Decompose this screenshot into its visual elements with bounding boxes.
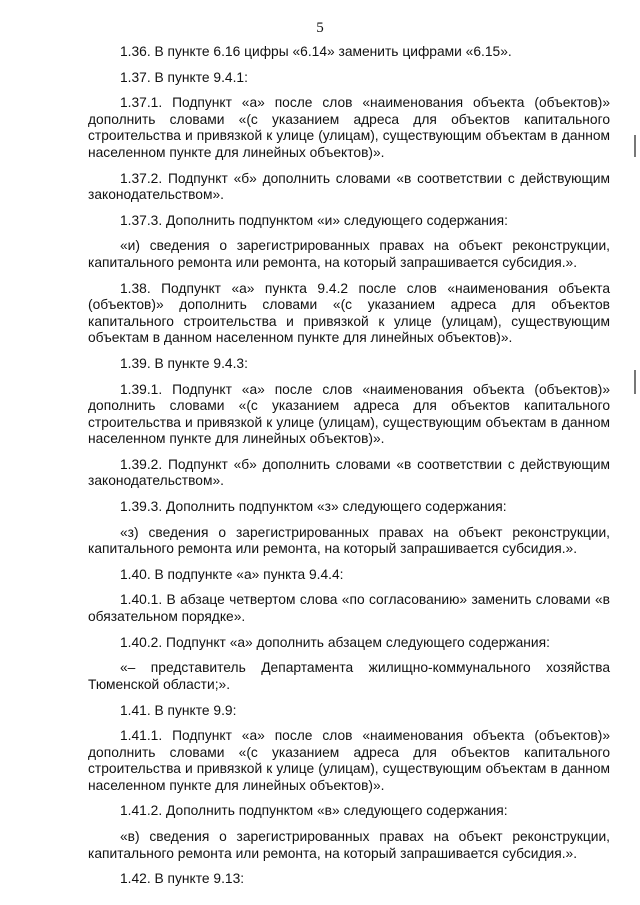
paragraph: «– представитель Департамента жилищно-коммунального хозяйства Тюменской области;». xyxy=(88,660,610,692)
paragraph: 1.40.1. В абзаце четвертом слова «по согласованию» заменить словами «в обязательном порядке». xyxy=(88,592,610,624)
paragraph: 1.39.2. Подпункт «б» дополнить словами «в соответствии с действующим законодательством». xyxy=(88,456,610,489)
page-number: 5 xyxy=(316,20,324,36)
paragraph: 1.38. Подпункт «а» пункта 9.4.2 после слов «наименования объекта (объектов)» дополнить словами «(с указанием адреса для объектов капитального строительства и привязкой к улице (улицам), существующим объектам в данном населенном пункте для линейных объектов)». xyxy=(88,280,610,346)
scan-margin-mark xyxy=(634,370,636,394)
paragraph: 1.37.3. Дополнить подпунктом «и» следующего содержания: xyxy=(120,212,508,228)
scan-margin-mark xyxy=(634,135,636,157)
paragraph: 1.39. В пункте 9.4.3: xyxy=(120,355,248,371)
paragraph: 1.41.2. Дополнить подпунктом «в» следующего содержания: xyxy=(120,803,508,819)
paragraph: 1.37.1. Подпункт «а» после слов «наименования объекта (объектов)» дополнить словами «(с указанием адреса для объектов капитального строительства и привязкой к улице (улицам), существующим объектам в данном населенном пункте для линейных объектов)». xyxy=(88,95,610,160)
paragraph: 1.41.1. Подпункт «а» после слов «наименования объекта (объектов)» дополнить словами «(с указанием адреса для объектов капитального строительства и привязкой к улице (улицам), существующим объектам в данном населенном пункте для линейных объектов)». xyxy=(88,728,610,793)
paragraph: 1.41. В пункте 9.9: xyxy=(120,702,237,718)
paragraph: 1.42. В пункте 9.13: xyxy=(120,871,245,887)
paragraph: 1.39.1. Подпункт «а» после слов «наименования объекта (объектов)» дополнить словами «(с указанием адреса для объектов капитального строительства и привязкой к улице (улицам), существующим объектам в данном населенном пункте для линейных объектов)». xyxy=(88,381,610,446)
paragraph: 1.40. В подпункте «а» пункта 9.4.4: xyxy=(120,566,344,582)
paragraph: 1.40.2. Подпункт «а» дополнить абзацем следующего содержания: xyxy=(120,634,550,650)
paragraph: 1.37.2. Подпункт «б» дополнить словами «в соответствии с действующим законодательством». xyxy=(88,170,610,203)
paragraph: «и) сведения о зарегистрированных правах на объект реконструкции, капитального ремонта или ремонта, на который запрашивается субсидия.». xyxy=(88,238,610,270)
paragraph: «з) сведения о зарегистрированных правах на объект реконструкции, капитального ремонта или ремонта, на который запрашивается субсидия.». xyxy=(88,524,610,557)
paragraph: 1.39.3. Дополнить подпунктом «з» следующего содержания: xyxy=(120,498,507,514)
paragraph: «в) сведения о зарегистрированных правах на объект реконструкции, капитального ремонта или ремонта, на который запрашивается субсидия.». xyxy=(88,829,610,861)
document-body xyxy=(88,44,610,897)
paragraph: 1.37. В пункте 9.4.1: xyxy=(120,69,248,85)
paragraph: 1.36. В пункте 6.16 цифры «6.14» заменить цифрами «6.15». xyxy=(120,44,512,59)
